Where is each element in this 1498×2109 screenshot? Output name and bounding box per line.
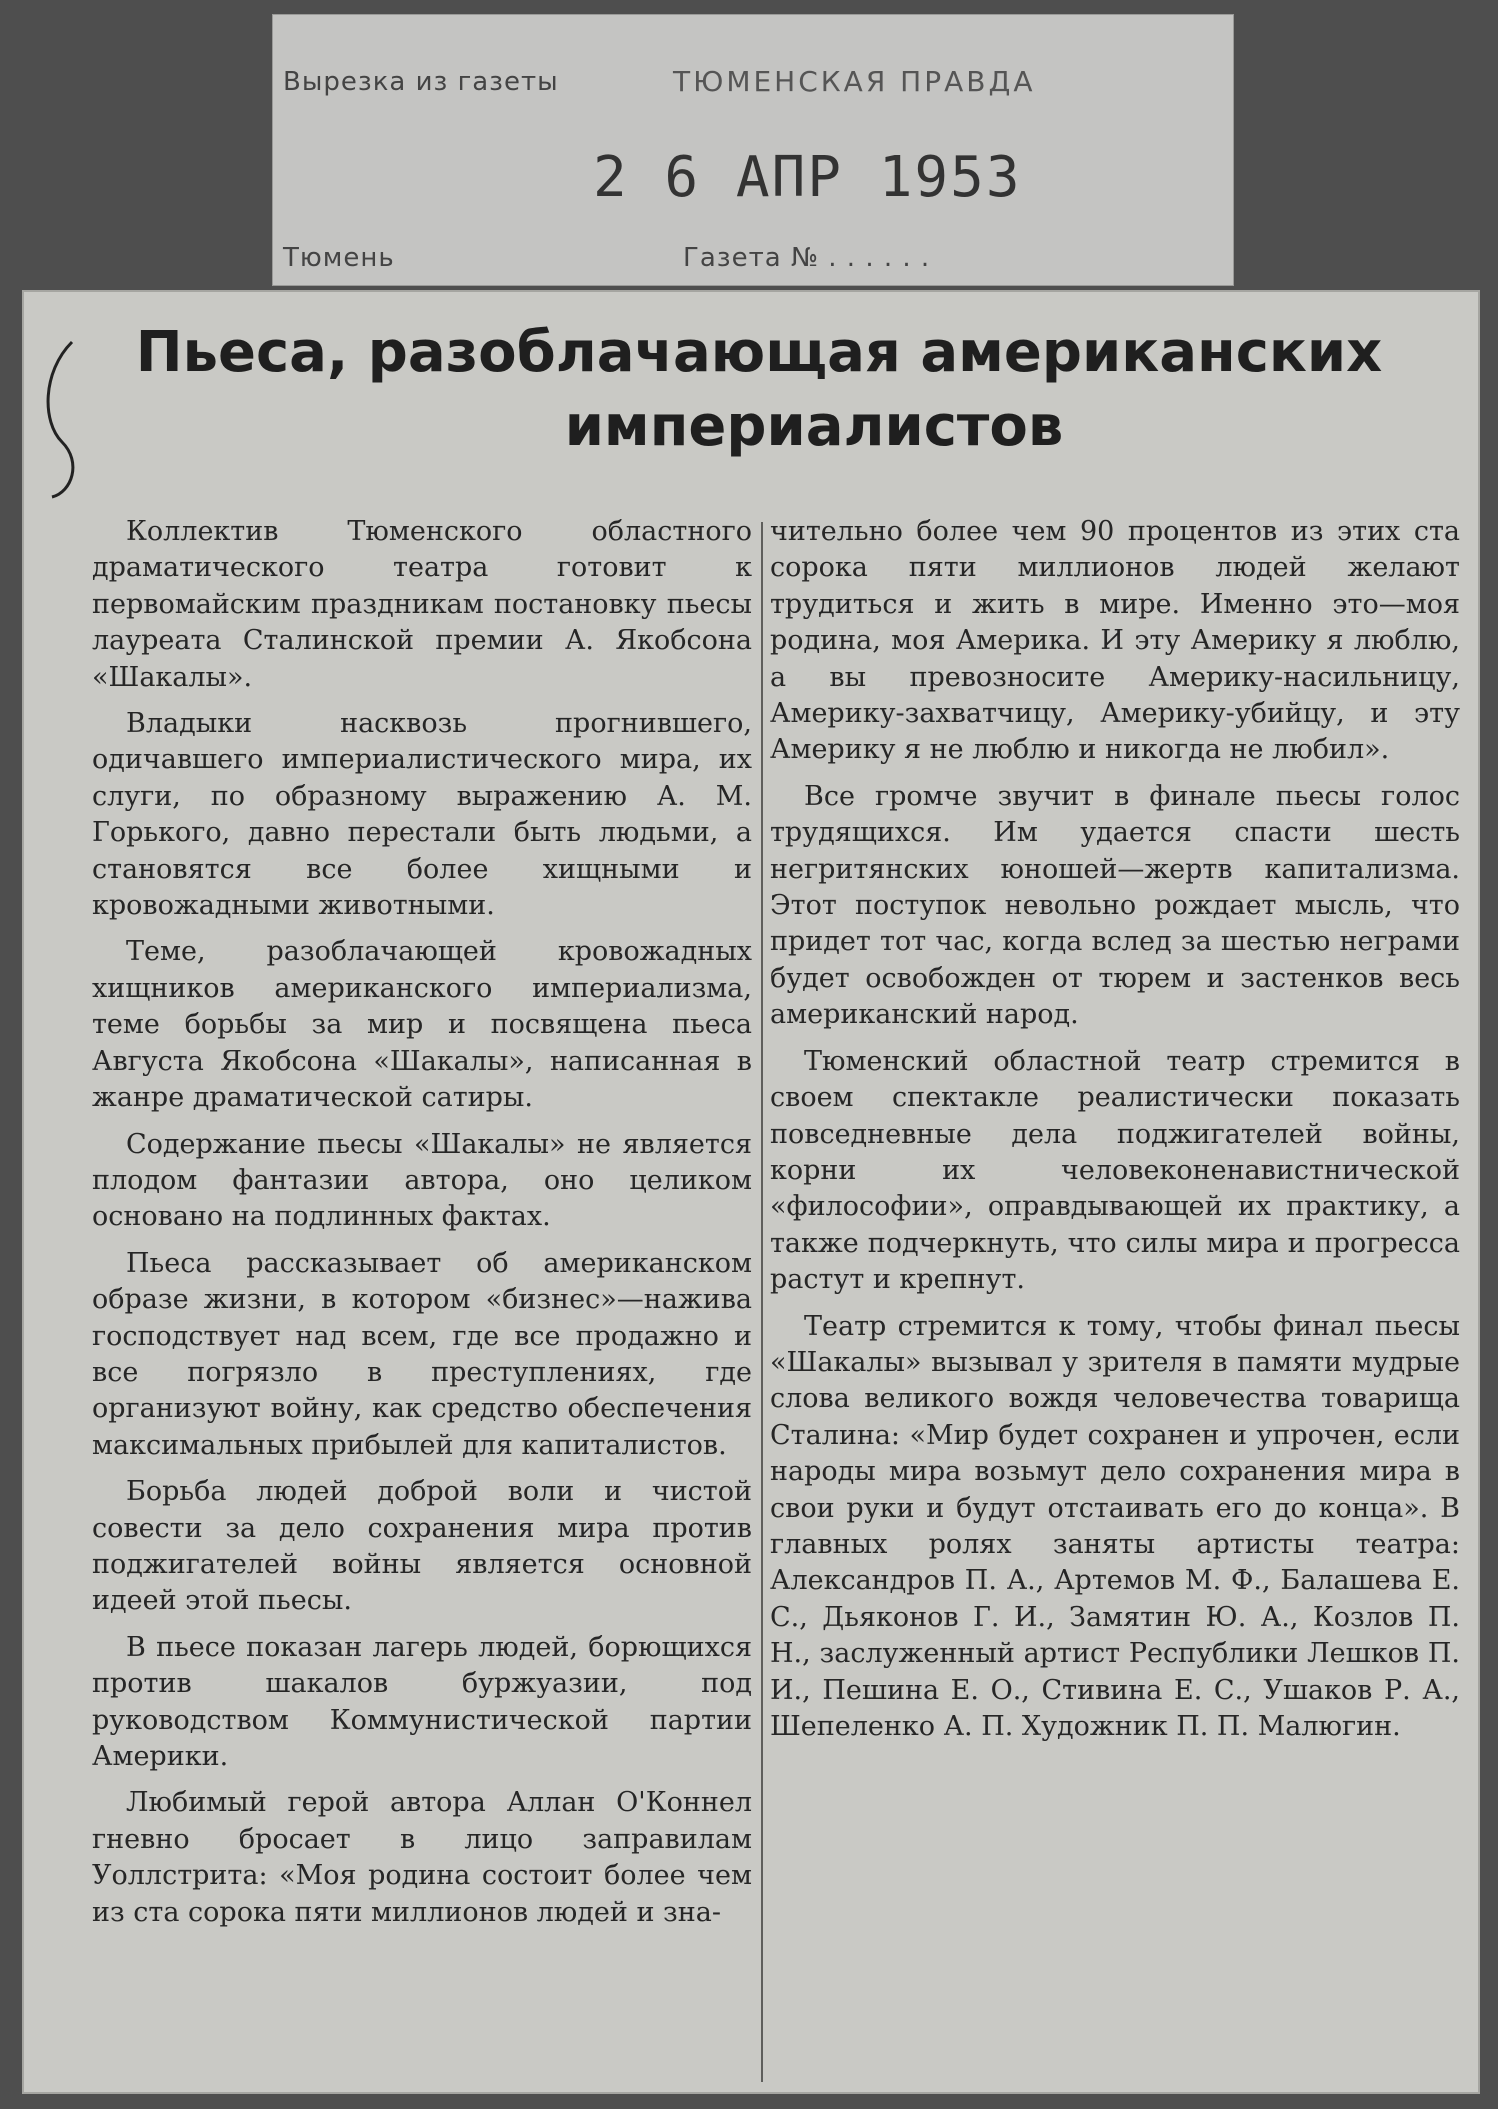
paragraph: Борьба людей доброй воли и чистой совести за дело сохранения мира против поджигателей войны является основной идеей этой пьесы. xyxy=(92,1476,752,1617)
paragraph: Все громче звучит в финале пьесы голос трудящихся. Им удается спасти шесть негритянских юношей—жертв капитализма. Этот поступок невольно рождает мысль, что придет тот час, когда вслед за шестью неграми будет освобожден от тюрем и застенков весь американский народ. xyxy=(770,780,1460,1031)
newspaper-clipping xyxy=(22,290,1480,2094)
newspaper-name: ТЮМЕНСКАЯ ПРАВДА xyxy=(673,65,1036,98)
headline-line-2: империалистов xyxy=(564,394,1064,459)
paragraph: Пьеса рассказывает об американском образе жизни, в котором «бизнес»—нажива господствует над всем, где все продажно и все погрязло в преступлениях, где организуют войну, как средство обеспечения максимальных прибылей для капиталистов. xyxy=(92,1247,752,1461)
issue-label: Газета № . . . . . . xyxy=(683,243,931,273)
paragraph: Теме, разоблачающей кровожадных хищников американского империализма, теме борьбы за мир и посвящена пьеса Августа Якобсона «Шакалы», написанная в жанре драматической сатиры. xyxy=(92,936,752,1114)
clipping-label: Вырезка из газеты xyxy=(283,67,559,97)
right-column xyxy=(770,514,1460,1755)
paragraph-continued: чительно более чем 90 процентов из этих ста сорока пяти миллионов людей желают трудиться и жить в мире. Именно это—моя родина, моя Америка. И эту Америку я люблю, а вы превозносите Америку-насильницу, Америку-захватчицу, Америку-убийцу, и эту Америку я не люблю и никогда не любил». xyxy=(770,516,1460,766)
clipping-header-slip xyxy=(272,14,1234,286)
paragraph: Любимый герой автора Аллан О'Коннел гневно бросает в лицо заправилам Уоллстрита: «Моя родина состоит более чем из ста сорока пяти миллионов людей и зна- xyxy=(92,1787,752,1928)
city-label: Тюмень xyxy=(283,243,395,273)
headline-line-1: Пьеса, разоблачающая американских xyxy=(135,320,1383,385)
paragraph: Тюменский областной театр стремится в своем спектакле реалистически показать повседневные дела поджигателей войны, корни их человеконенавистнической «философии», оправдывающей их практику, а также подчеркнуть, что силы мира и прогресса растут и крепнут. xyxy=(770,1045,1460,1296)
paragraph: Владыки насквозь прогнившего, одичавшего империалистического мира, их слуги, по образному выражению А. М. Горького, давно перестали быть людьми, а становятся все более хищными и кровожадными животными. xyxy=(92,708,752,922)
paragraph: В пьесе показан лагерь людей, борющихся против шакалов буржуазии, под руководством Коммунистической партии Америки. xyxy=(92,1631,752,1772)
paragraph: Театр стремится к тому, чтобы финал пьесы «Шакалы» вызывал у зрителя в памяти мудрые слова великого вождя человечества товарища Сталина: «Мир будет сохранен и упрочен, если народы мира возьмут дело сохранения мира в свои руки и будут отстаивать его до конца». В главных ролях заняты артисты театра: Александров П. А., Артемов М. Ф., Балашева Е. С., Дьяконов Г. И., Замятин Ю. А., Козлов П. Н., заслуженный артист Республики Лешков П. И., Пешина Е. О., Стивина Е. С., Ушаков Р. А., Шепеленко А. П. Художник П. П. Малюгин. xyxy=(770,1310,1460,1742)
date-stamp: 2 6 АПР 1953 xyxy=(593,145,1022,210)
article-headline xyxy=(64,316,1454,464)
paragraph: Коллектив Тюменского областного драматического театра готовит к первомайским праздникам постановку пьесы лауреата Сталинской премии А. Якобсона «Шакалы». xyxy=(92,516,752,693)
paragraph: Содержание пьесы «Шакалы» не является плодом фантазии автора, оно целиком основано на подлинных фактах. xyxy=(92,1128,752,1233)
left-column xyxy=(92,514,752,1941)
column-divider xyxy=(761,522,763,2082)
